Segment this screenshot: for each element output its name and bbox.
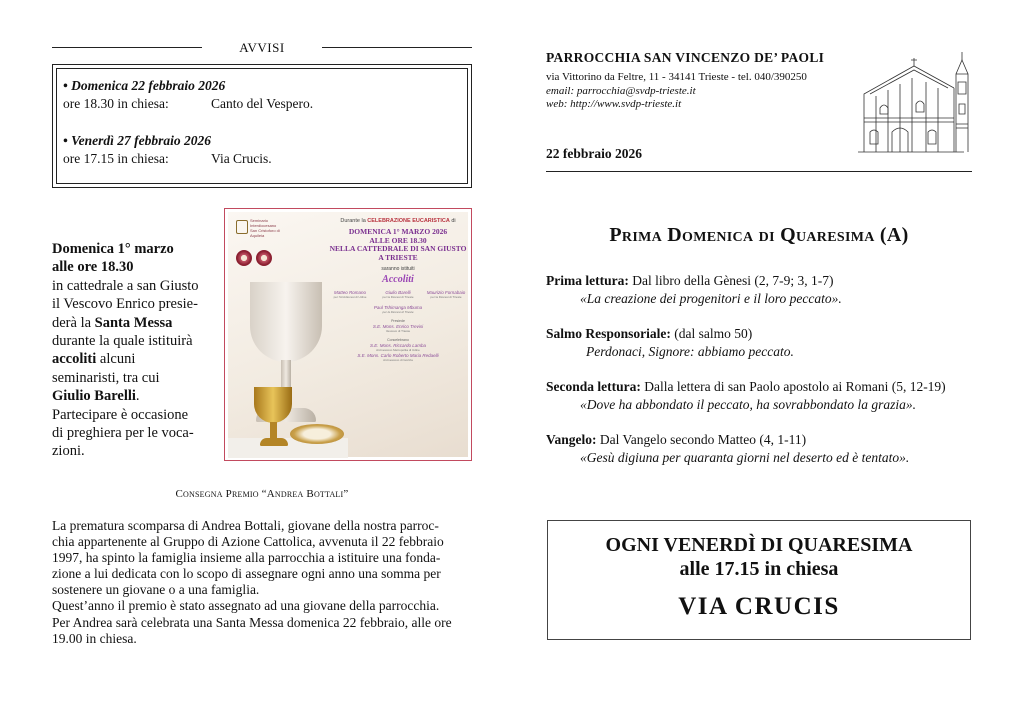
reading-reference: Dal Vangelo secondo Matteo (4, 1-11)	[596, 432, 807, 447]
seminary-logo-text: Seminario Interdiocesano San Cristoforo di Aquileia	[250, 218, 280, 238]
mass-announcement	[52, 240, 212, 461]
premio-line: 19.00 in chiesa.	[52, 630, 137, 646]
seal-icon	[236, 250, 252, 266]
parish-header	[546, 50, 846, 112]
flyer-background	[228, 212, 468, 457]
reading-quote: «La creazione dei progenitori e il loro peccato».	[580, 291, 842, 306]
seal-icon	[256, 250, 272, 266]
reading-gospel	[546, 431, 972, 467]
avviso-row	[63, 95, 461, 113]
parish-web: web: http://www.svdp-trieste.it	[546, 98, 682, 110]
via-crucis-title: VIA CRUCIS	[678, 593, 840, 620]
flyer-name-text: Paul Tshimanga Mbuma	[373, 305, 423, 310]
reading-label: Vangelo:	[546, 432, 597, 447]
mass-highlight: Santa Messa	[94, 314, 173, 331]
reading-quote: «Dove ha abbondato il peccato, ha sovrabbondato la grazia».	[580, 397, 916, 412]
reading-reference: (dal salmo 50)	[670, 326, 753, 341]
mass-time: alle ore 18.30	[52, 259, 134, 276]
mass-text: in cattedrale a san Giusto	[52, 277, 199, 294]
flyer-name	[424, 290, 468, 299]
premio-title: Consegna Premio “Andrea Bottali”	[175, 488, 349, 500]
avvisi-header	[52, 40, 472, 54]
flyer-date-line: DOMENICA 1° MARZO 2026	[348, 227, 448, 236]
flyer-concelebrant: S.E. Mons. Riccardo Lamba	[369, 343, 427, 348]
flyer-intro	[328, 218, 468, 224]
avviso-event: Via Crucis.	[211, 151, 272, 166]
flyer-name-diocese: per la Diocesi di Trieste	[382, 295, 414, 299]
reading-first	[546, 272, 972, 308]
mass-text: seminaristi, tra cui	[52, 369, 160, 386]
parish-address: via Vittorino da Feltre, 11 - 34141 Trieste - tel. 040/390250	[546, 71, 807, 83]
avviso-time: ore 17.15 in chiesa:	[63, 151, 169, 166]
avviso-event: Canto del Vespero.	[211, 96, 314, 111]
premio-line: La prematura scomparsa di Andrea Bottali, giovane della nostra parroc-	[52, 518, 439, 533]
flyer-name	[376, 290, 420, 299]
issue-date: 22 febbraio 2026	[546, 146, 642, 161]
reading-reference: Dalla lettera di san Paolo apostolo ai Romani (5, 12-19)	[640, 379, 946, 394]
flyer-concelebrant-role: Arcivescovo Metropolita di Udine	[376, 348, 420, 352]
mass-text: Partecipare è occasione	[52, 406, 189, 423]
reading-label: Prima lettura:	[546, 273, 629, 288]
readings-section	[546, 272, 972, 467]
avviso-time: ore 18.30 in chiesa:	[63, 96, 169, 111]
reading-label: Salmo Responsoriale:	[546, 326, 671, 341]
flyer-names	[328, 290, 468, 299]
reading-quote: «Gesù digiuna per quaranta giorni nel deserto ed è tentato».	[580, 450, 910, 465]
mass-date: Domenica 1° marzo	[52, 241, 174, 257]
flyer-date-line: NELLA CATTEDRALE DI SAN GIUSTO	[329, 244, 467, 253]
avvisi-box-inner	[56, 68, 468, 184]
avvisi-title: AVVISI	[239, 40, 285, 55]
flyer-acoliti: Accoliti	[382, 274, 414, 285]
mass-text: derà la	[52, 314, 95, 331]
paten-icon	[290, 424, 344, 444]
flyer-concelebrant-role: Arcivescovo di Gorizia	[383, 358, 413, 362]
flyer-presider: S.E. Mons. Enrico Trevisi	[372, 324, 424, 329]
flyer-presides-label: Presiede	[391, 319, 405, 323]
flyer-name-text: Maurizio Fornabaio	[426, 290, 466, 295]
mass-text: durante la quale istituirà	[52, 333, 193, 350]
divider	[546, 171, 972, 172]
psalm-response: Perdonaci, Signore: abbiamo peccato.	[586, 344, 794, 359]
avviso-date: • Venerdì 27 febbraio 2026	[63, 133, 211, 148]
flyer-name-text: Matteo Romano	[333, 290, 367, 295]
silver-chalice-icon	[250, 282, 322, 362]
mass-text: il Vescovo Enrico presie-	[52, 296, 198, 313]
reading-second	[546, 378, 972, 414]
parish-email: email: parrocchia@svdp-trieste.it	[546, 84, 696, 97]
divider	[322, 47, 472, 48]
premio-line: 1997, ha spinto la famiglia insieme alla parrocchia a istituire una fonda-	[52, 550, 441, 566]
premio-line: Quest’anno il premio è stato assegnato ad una giovane della parrocchia.	[52, 598, 440, 614]
mass-text: zioni.	[52, 443, 85, 460]
reading-psalm	[546, 325, 972, 361]
flyer-concelebrant: S.E. Mons. Carlo Roberto Maria Redaelli	[357, 353, 439, 358]
avviso-item	[63, 132, 461, 168]
flyer-name-diocese: per l'Arcidiocesi di Udine	[333, 295, 367, 299]
flyer-date	[328, 228, 468, 262]
reading-reference: Dal libro della Gènesi (2, 7-9; 3, 1-7)	[628, 273, 834, 288]
flyer-date-line: A TRIESTE	[378, 252, 418, 262]
parish-name: PARROCCHIA SAN VINCENZO DE’ PAOLI	[546, 50, 825, 65]
flyer-presider-role: Vescovo di Trieste	[385, 329, 411, 333]
premio-line: sostenere un giovane o a una famiglia.	[52, 582, 260, 598]
mass-text: alcuni	[96, 351, 136, 368]
mass-highlight: accoliti	[52, 351, 97, 368]
avviso-item	[63, 77, 461, 113]
premio-line: zione a lui dedicata con lo scopo di assegnare ogni anno una somma per	[52, 566, 441, 582]
mass-highlight: Giulio Barelli	[52, 388, 136, 405]
flyer-name-diocese: per la Diocesi di Trieste	[382, 310, 414, 314]
seminary-logo	[236, 218, 282, 242]
flyer-instituted: saranno istituiti	[381, 266, 415, 272]
avvisi-box	[52, 64, 472, 188]
gold-chalice-base	[260, 438, 288, 446]
flyer-name-text: Giulio Barelli	[385, 290, 411, 295]
flyer-intro-b: CELEBRAZIONE EUCARISTICA	[367, 218, 450, 224]
mass-text: .	[135, 388, 140, 405]
flyer-intro-c: di	[451, 218, 456, 224]
via-crucis-time: alle 17.15 in chiesa	[679, 558, 839, 580]
event-flyer-image	[224, 208, 472, 461]
seminary-logo-icon	[236, 220, 248, 234]
reading-label: Seconda lettura:	[546, 379, 641, 394]
flyer-name	[328, 305, 468, 314]
church-drawing-icon	[856, 48, 974, 158]
via-crucis-box	[547, 520, 971, 640]
flyer-text	[328, 218, 468, 362]
premio-text	[52, 518, 472, 647]
avviso-date: • Domenica 22 febbraio 2026	[63, 78, 226, 93]
sunday-title: Prima Domenica di Quaresima (A)	[609, 224, 909, 246]
flyer-name-diocese: per la Diocesi di Trieste	[430, 295, 462, 299]
divider	[52, 47, 202, 48]
avviso-row	[63, 150, 461, 168]
flyer-name	[328, 290, 372, 299]
via-crucis-heading: OGNI VENERDÌ DI QUARESIMA	[605, 534, 913, 556]
flyer-concelebrano-label: Concelebrano	[387, 338, 409, 342]
premio-line: chia appartenente al Gruppo di Azione Cattolica, avvenuta il 22 febbraio	[52, 534, 444, 550]
premio-line: Per Andrea sarà celebrata una Santa Messa domenica 22 febbraio, alle ore	[52, 614, 452, 630]
flyer-date-line: ALLE ORE 18.30	[369, 235, 427, 245]
flyer-intro-a: Durante la	[340, 218, 366, 224]
mass-text: di preghiera per le voca-	[52, 425, 194, 442]
